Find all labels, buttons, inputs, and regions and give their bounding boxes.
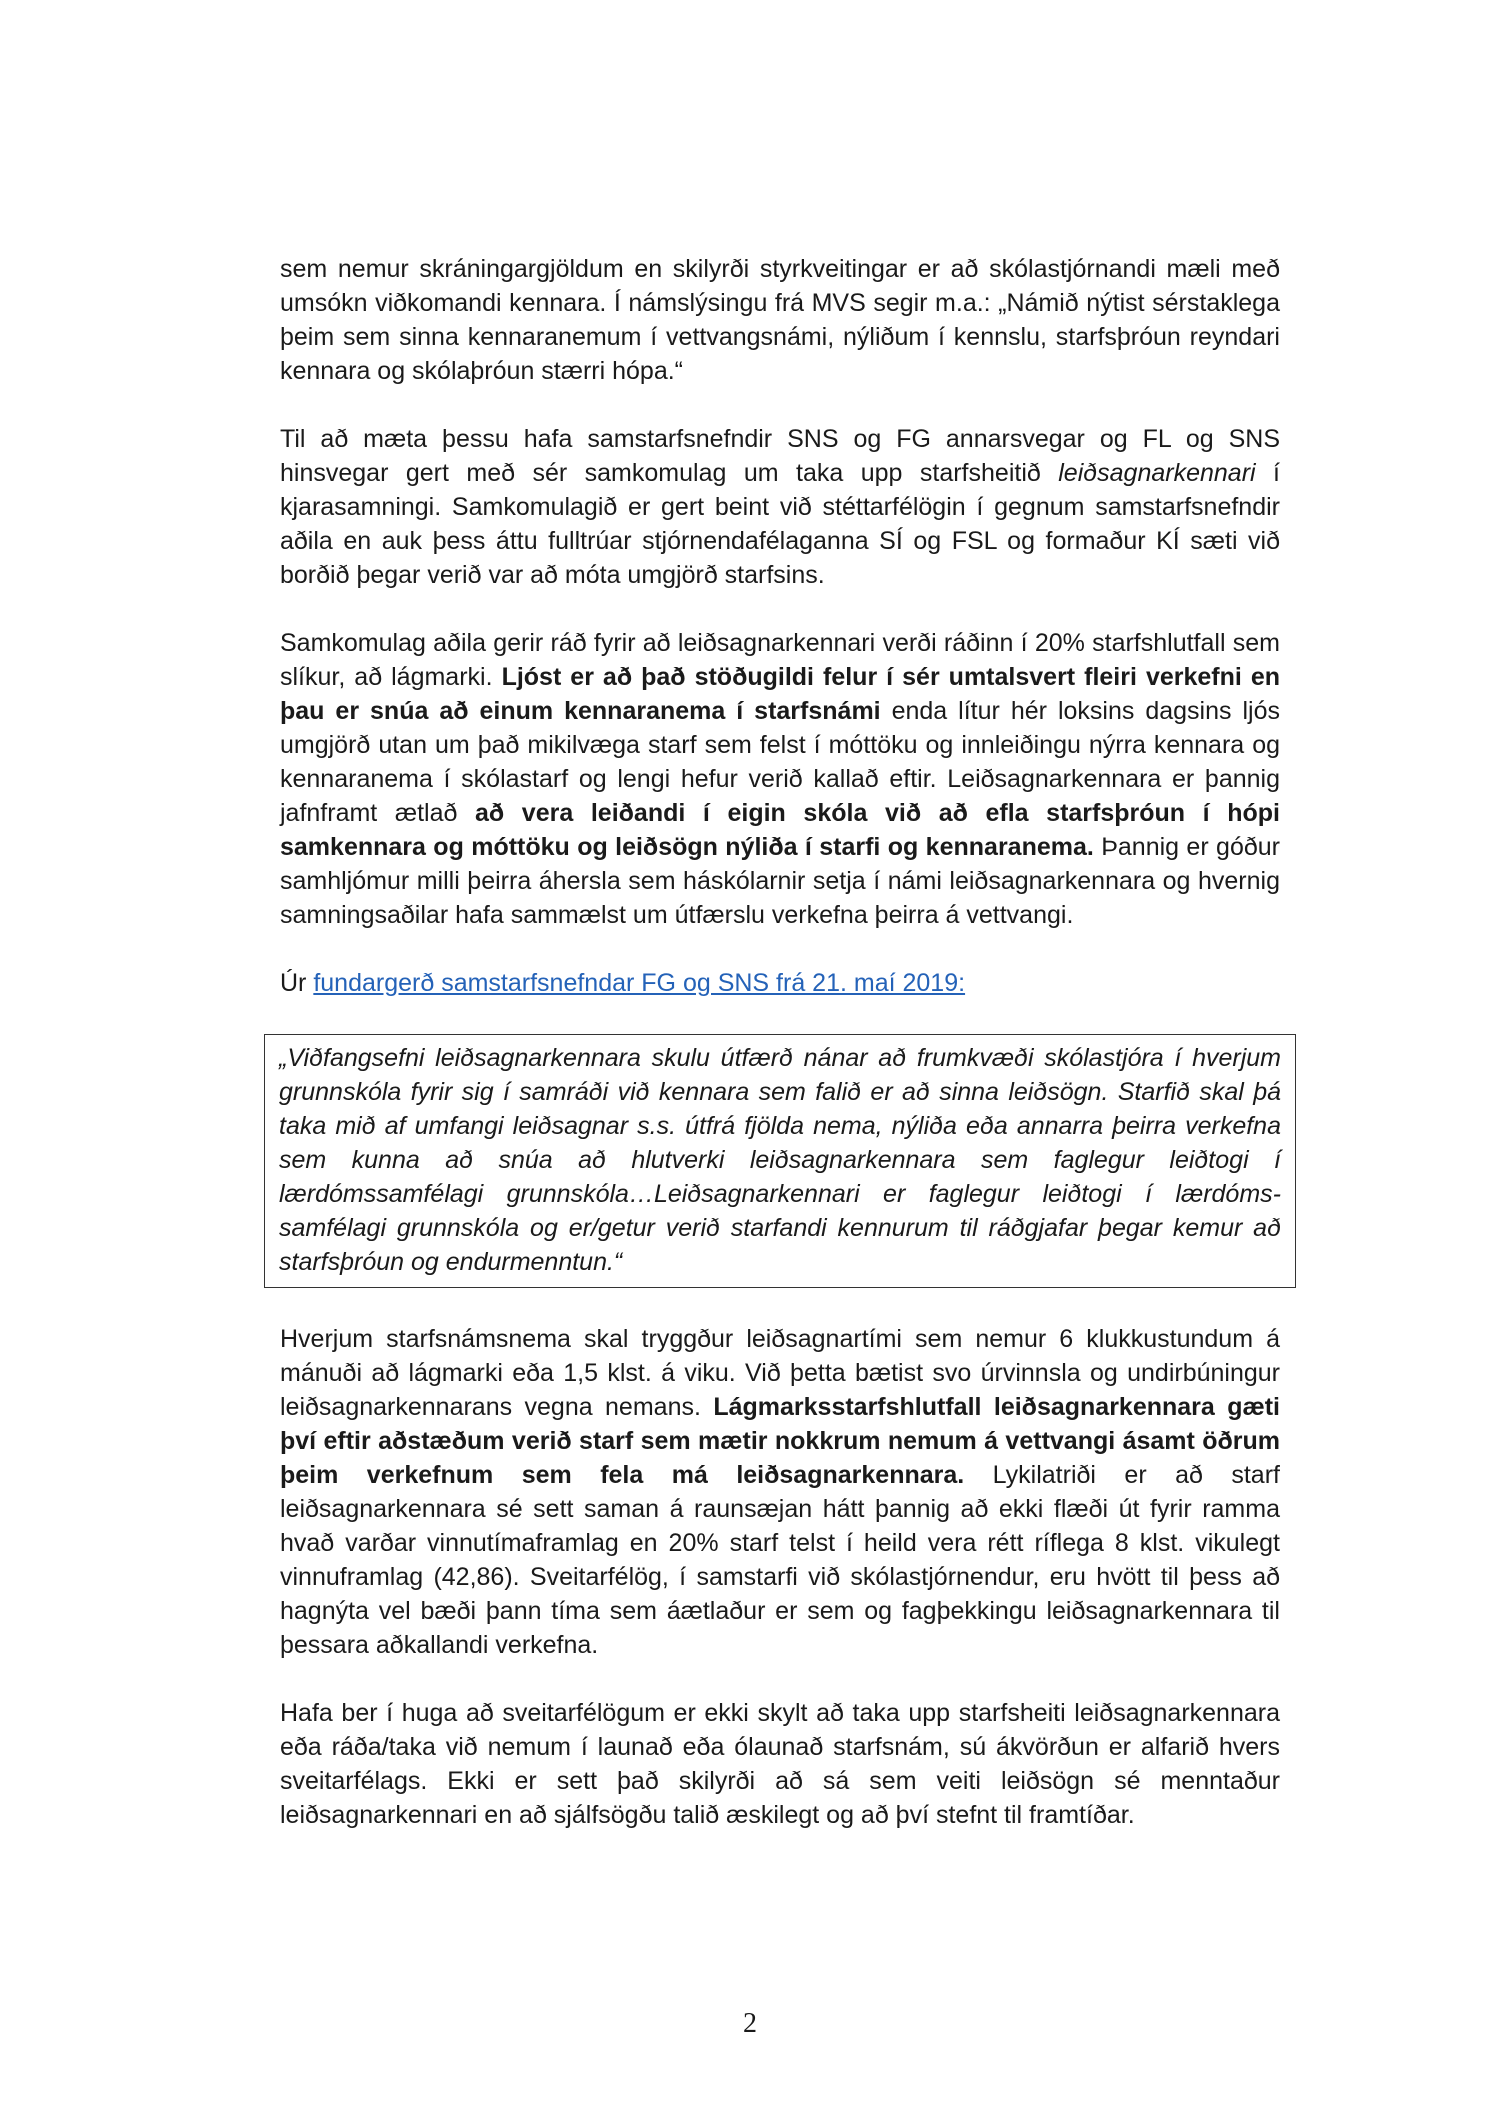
paragraph-4-text-b: Lykilatriði er að starf leiðsagnarkennara sé sett saman á raunsæjan hátt þannig að ekki flæði út fyrir ramma hvað varðar vinnutímaframlag en 20% starf telst í heild vera rétt ríflega 8 klst. vikulegt vinnuframlag (42,86). Sveitarfélög, í samstarfi við skólastjórnendur, eru hvött til þess að hagnýta vel bæði þann tíma sem áætlaður er sem og fagþekkingu leiðsagnarkennara til þessara aðkallandi verkefna.	[280, 1461, 1280, 1659]
paragraph-2-text-a: Til að mæta þessu hafa samstarfsnefndir SNS og FG annarsvegar og FL og SNS hinsvegar gert með sér samkomulag um taka upp starfsheitið	[280, 425, 1280, 487]
paragraph-1-text: sem nemur skráningargjöldum en skilyrði styrkveitingar er að skólastjórnandi mæli með umsókn viðkomandi kennara. Í námslýsingu frá MVS segir m.a.: „Námið nýtist sérstaklega þeim sem sinna kennaranemum í vettvangsnámi, nýliðum í kennslu, starfsþróun reyndari kennara og skólaþróun stærri hópa.“	[280, 255, 1280, 385]
paragraph-3	[280, 626, 1280, 932]
paragraph-3-bold-a: Ljóst er að það stöðugildi felur í sér umtalsvert fleiri verkefni en þau er snúa að einum kennaranema í starfsnámi	[280, 663, 1281, 725]
paragraph-3-bold-b: að vera leiðandi í eigin skóla við að efla starfsþróun í hópi samkennara og móttöku og leiðsögn nýliða í starfi og kennaranema.	[280, 799, 1280, 861]
paragraph-5-text: Hafa ber í huga að sveitarfélögum er ekki skylt að taka upp starfsheiti leiðsagnarkennara eða ráða/taka við nemum í launað eða ólaunað starfsnám, sú ákvörðun er alfarið hvers sveitarfélags. Ekki er sett það skilyrði að sá sem veiti leiðsögn sé menntaður leiðsagnarkennari en að sjálfsögðu talið æskilegt og að því stefnt til framtíðar.	[280, 1699, 1280, 1829]
paragraph-5	[280, 1696, 1280, 1832]
paragraph-4-text-a: Hverjum starfsnámsnema skal tryggður leiðsagnartími sem nemur 6 klukkustundum á mánuði að lágmarki eða 1,5 klst. á viku. Við þetta bætist svo úrvinnsla og undirbúningur leiðsagnarkennarans vegna nemans.	[280, 1325, 1280, 1421]
document-body	[280, 252, 1280, 1866]
meeting-minutes-link[interactable]: fundargerð samstarfsnefndar FG og SNS frá 21. maí 2019:	[313, 969, 966, 997]
paragraph-3-text-c: Þannig er góður samhljómur milli þeirra áhersla sem háskólarnir setja í námi leiðsagnarkennara og hvernig samningsaðilar hafa sammælst um útfærslu verkefna þeirra á vettvangi.	[280, 833, 1280, 929]
quote-text: „Viðfangsefni leiðsagnarkennara skulu útfærð nánar að frumkvæði skólastjóra í hverjum grunnskóla fyrir sig í samráði við kennara sem falið er að sinna leiðsögn. Starfið skal þá taka mið af umfangi leiðsagnar s.s. útfrá fjölda nema, nýliða eða annarra þeirra verkefna sem kunna að snúa að hlutverki leiðsagnarkennara sem faglegur leiðtogi í lærdómssamfélagi grunnskóla…Leiðsagnarkennari er faglegur leiðtogi í lærdóms-samfélagi grunnskóla og er/getur verið starfandi kennurum til ráðgjafar þegar kemur að starfsþróun og endurmenntun.“	[279, 1044, 1281, 1276]
paragraph-3-text-b: enda lítur hér loksins dagsins ljós umgjörð utan um það mikilvæga starf sem felst í móttöku og innleiðingu nýrra kennara og kennaranema í skólastarf og lengi hefur verið kallað eftir. Leiðsagnarkennara er þannig jafnframt ætlað	[280, 697, 1280, 827]
paragraph-2	[280, 422, 1280, 592]
paragraph-1	[280, 252, 1280, 388]
paragraph-2-text-b: í kjarasamningi. Samkomulagið er gert beint við stéttarfélögin í gegnum samstarfsnefndir aðila en auk þess áttu fulltrúar stjórnendafélaganna SÍ og FSL og formaður KÍ sæti við borðið þegar verið var að móta umgjörð starfsins.	[280, 459, 1280, 589]
paragraph-4-bold: Lágmarksstarfshlutfall leiðsagnarkennara gæti því eftir aðstæðum verið starf sem mætir nokkrum nemum á vettvangi ásamt öðrum þeim verkefnum sem fela má leiðsagnarkennara.	[280, 1393, 1280, 1489]
term-leidsagnarkennari: leiðsagnarkennari	[1058, 459, 1256, 487]
page-number: 2	[743, 2008, 757, 2039]
source-prefix: Úr	[280, 969, 314, 997]
paragraph-3-text-a: Samkomulag aðila gerir ráð fyrir að leiðsagnarkennari verði ráðinn í 20% starfshlutfall sem slíkur, að lágmarki.	[280, 629, 1280, 691]
source-line	[280, 966, 1280, 1000]
quote-box	[264, 1034, 1296, 1288]
paragraph-4	[280, 1322, 1280, 1662]
